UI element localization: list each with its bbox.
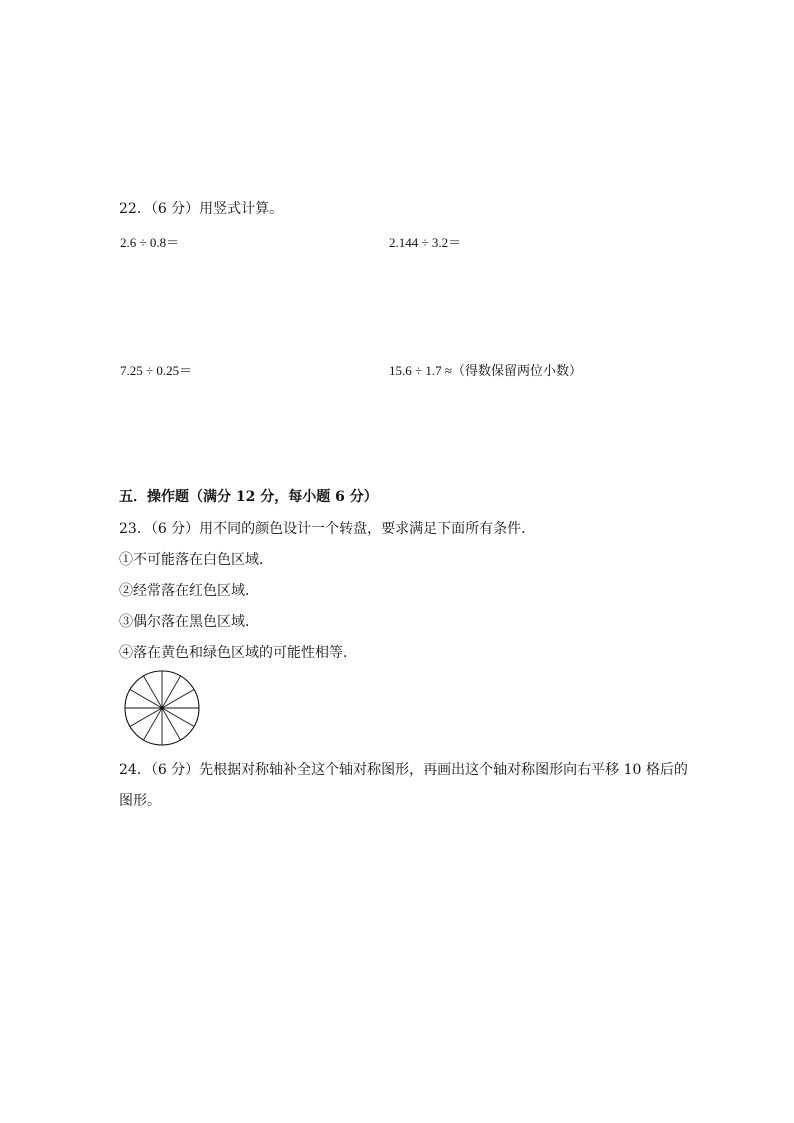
section-heading: 五．操作题（满分 12 分，每小题 6 分） [119,489,378,505]
condition-2: ②经常落在红色区域． [119,583,259,599]
division-expression-1: 2.6 ÷ 0.8＝ [120,235,180,250]
division-expression-2: 2.144 ÷ 3.2＝ [389,235,462,250]
spinner-wheel [120,668,204,748]
condition-4: ④落在黄色和绿色区域的可能性相等． [119,645,357,661]
division-expression-4: 15.6 ÷ 1.7 ≈（得数保留两位小数） [389,363,583,378]
condition-1: ①不可能落在白色区域． [119,552,273,568]
question-22-title: 22．（6 分）用竖式计算。 [119,201,284,217]
condition-3: ③偶尔落在黑色区域． [119,614,259,630]
question-24-title-line-1: 24．（6 分）先根据对称轴补全这个轴对称图形，再画出这个轴对称图形向右平移 10 格后的 [119,762,688,778]
question-24-title-line-2: 图形。 [119,793,161,809]
question-23-title: 23．（6 分）用不同的颜色设计一个转盘，要求满足下面所有条件． [119,521,536,537]
division-expression-3: 7.25 ÷ 0.25＝ [120,363,193,378]
